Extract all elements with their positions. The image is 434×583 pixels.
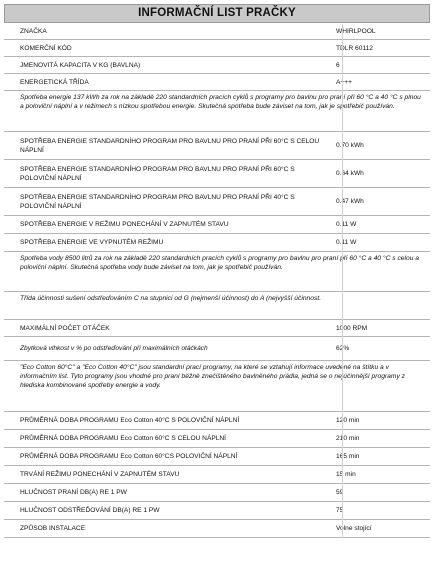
spec-row (4, 74, 430, 91)
spec-value: WHIRLPOOL (336, 28, 376, 35)
spec-label: SPOTŘEBA ENERGIE STANDARDNÍHO PROGRAM PRO BAVLNU PRO PRANÍ PŘI 40°C S POLOVIČNÍ NÁPLNÍ (20, 193, 295, 210)
spec-value: 62% (336, 345, 350, 352)
spec-row (4, 132, 430, 160)
spec-row (4, 337, 430, 361)
spec-label: MAXIMÁLNÍ POČET OTÁČEK (20, 324, 110, 332)
spec-row (4, 412, 430, 430)
spec-row (4, 57, 430, 74)
spec-row (4, 502, 430, 520)
spec-label: ZPŮSOB INSTALACE (20, 525, 86, 532)
spec-row (4, 430, 430, 448)
spec-row (4, 234, 430, 252)
spec-row (4, 188, 430, 216)
spec-value: Volne stojící (336, 525, 372, 532)
spec-row (4, 484, 430, 502)
spec-row (4, 448, 430, 466)
spec-label: ZNAČKA (20, 28, 47, 35)
spec-label: ENERGETICKÁ TŘÍDA (20, 78, 89, 86)
spec-label: KOMERČNÍ KÓD (20, 44, 72, 52)
spec-value: 0.11 W (336, 239, 357, 246)
spec-value: 0.11 W (336, 221, 357, 228)
info-note: Spotřeba vody 8500 litrů za rok na základě 220 standardních pracích cyklů s programy pro bavlnu pro praní při 60 °C a 40 °C s celou a poloviční náplní. Skutečná spotřeba vody bude záviset na tom, jak je spotřebič používán. (4, 252, 430, 292)
spec-value: 0.47 kWh (336, 198, 364, 205)
spec-value: 6 (336, 61, 340, 69)
spec-label: TRVÁNÍ REŽIMU PONECHÁNÍ V ZAPNUTÉM STAVU (20, 471, 180, 478)
spec-value: 59 (336, 489, 344, 496)
spec-row (4, 466, 430, 484)
spec-value: TDLR 60112 (336, 44, 373, 52)
spec-value: 165 min (336, 453, 360, 460)
spec-value: 15 min (336, 471, 356, 478)
spec-row (4, 40, 430, 57)
spec-label: HLUČNOST PRANÍ DB(A) RE 1 PW (20, 489, 127, 496)
spec-label: PRŮMĚRNÁ DOBA PROGRAMU Eco Cotton 60°C S CELOU NÁPLNÍ (20, 435, 226, 442)
spec-row (4, 320, 430, 337)
sheet-title: INFORMAČNÍ LIST PRAČKY (4, 4, 430, 23)
spec-label: SPOTŘEBA ENERGIE STANDARDNÍHO PROGRAM PRO BAVLNU PRO PRANÍ PŘI 60°C S CELOU NÁPLNÍ (20, 137, 320, 154)
spec-value: A+++ (336, 78, 352, 86)
info-note: Spotřeba energie 137 kWh za rok na základě 220 standardních pracích cyklů s programy pro bavlnu pro praní při 60 °C a 40 °C s plnou a poloviční náplní a v režimech s nízkou spotřebou energie. Skutečná spotřeba bude záviset na tom, jak je spotřebič používán. (4, 91, 430, 132)
spec-label: JMENOVITÁ KAPACITA V KG (BAVLNA) (20, 61, 141, 69)
spec-row (4, 24, 430, 40)
spec-label: PRŮMĚRNÁ DOBA PROGRAMU Eco Cotton 40°C S POLOVIČNÍ NÁPLNÍ (20, 417, 240, 424)
spec-value: 120 min (336, 417, 360, 424)
spec-label: Zbytková vlhkost v % po odstřeďování při maximálních otáčkách (20, 345, 208, 352)
info-note: Třída účinnosti sušení odstřeďováním C na stupnici od G (nejmenší účinnost) do A (nejvyšší účinnost. (4, 292, 430, 320)
column-divider (342, 24, 343, 538)
spec-label: HLUČNOST ODSTŘEĎOVÁNÍ DB(A) RE 1 PW (20, 507, 160, 514)
spec-label: SPOTŘEBA ENERGIE VE VYPNUTÉM REŽIMU (20, 239, 164, 246)
spec-row (4, 160, 430, 188)
spec-value: 210 min (336, 435, 360, 442)
spec-row (4, 520, 430, 538)
spec-label: SPOTŘEBA ENERGIE V REŽIMU PONECHÁNÍ V ZAPNUTÉM STAVU (20, 221, 229, 228)
spec-label: PRŮMĚRNÁ DOBA PROGRAMU Eco Cotton 60°CS POLOVIČNÍ NÁPLNÍ (20, 453, 238, 460)
info-note: "Eco Cotton 60°C" a "Eco Cotton 40°C" jsou standardní prací programy, na které se vztahují informace uvedené na štítku a v informačním list. Tyto programy jsou vhodné pro praní běžně znečištěného bavlněného prádla, jedná se o nejúčinnější programy z hlediska kombinované spotřeby energie a vody. (4, 361, 430, 412)
spec-value: 0.70 kWh (336, 142, 364, 149)
spec-value: 1000 RPM (336, 324, 368, 332)
spec-label: SPOTŘEBA ENERGIE STANDARDNÍHO PROGRAM PRO BAVLNU PRO PRANÍ PŘI 60°C S POLOVIČNÍ NÁPLNÍ (20, 165, 295, 182)
spec-table (4, 24, 430, 538)
spec-value: 75 (336, 507, 344, 514)
spec-value: 0.64 kWh (336, 170, 364, 177)
spec-row (4, 216, 430, 234)
